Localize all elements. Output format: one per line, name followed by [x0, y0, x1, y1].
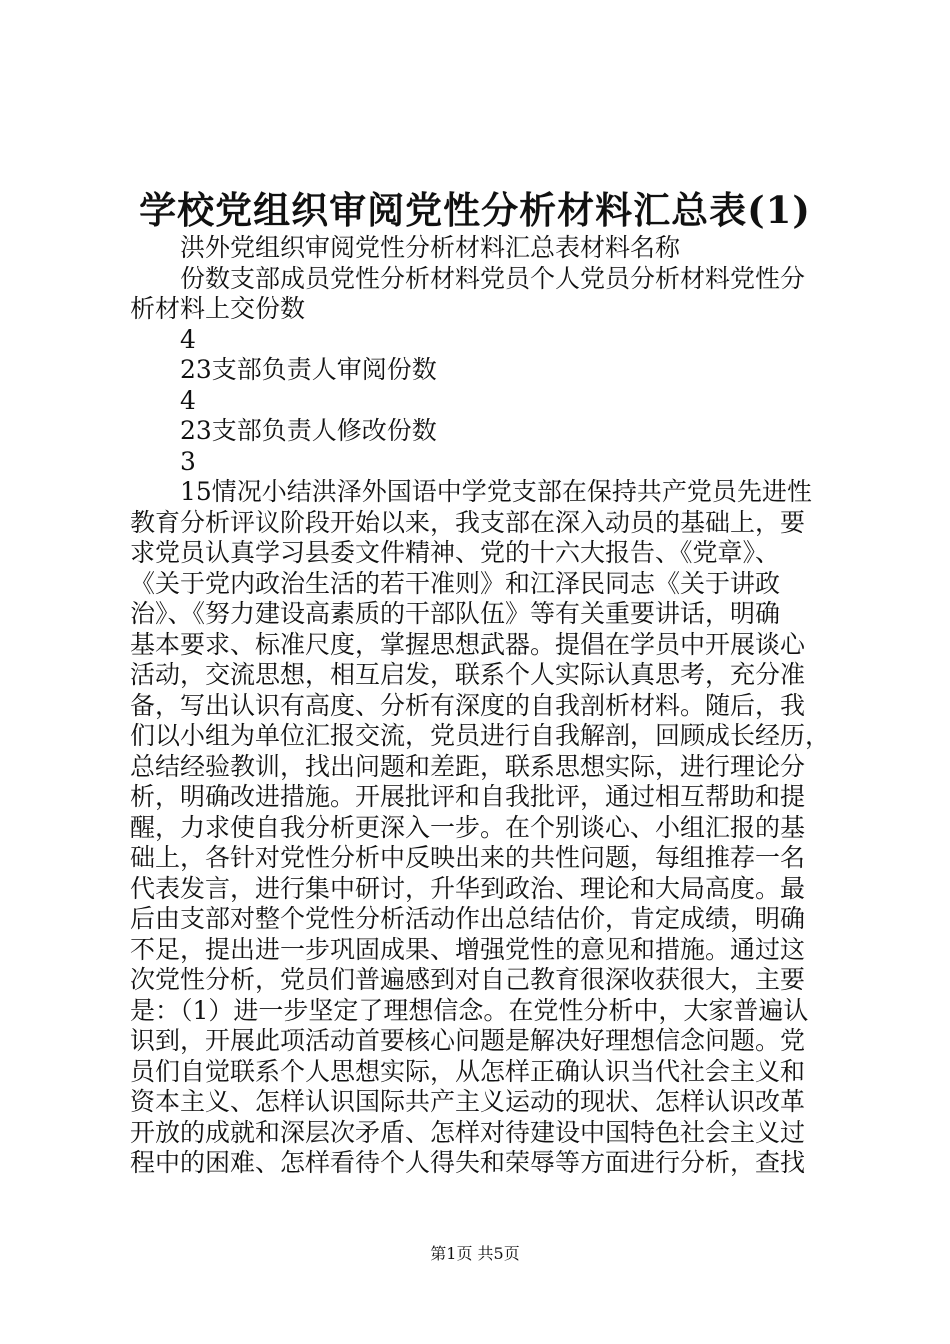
body-line: 4 — [180, 324, 196, 354]
document-title: 学校党组织审阅党性分析材料汇总表(1) — [139, 188, 811, 232]
body-line: 《关于党内政治生活的若干准则》和江泽民同志《关于讲政 — [130, 568, 781, 598]
body-line: 员们自觉联系个人思想实际，从怎样正确认识当代社会主义和 — [130, 1056, 806, 1086]
body-line: 们以小组为单位汇报交流，党员进行自我解剖，回顾成长经历， — [130, 721, 831, 750]
body-line: 23支部负责人修改份数 — [180, 416, 437, 445]
body-line: 不足，提出进一步巩固成果、增强党性的意见和措施。通过这 — [130, 934, 806, 964]
body-line: 求党员认真学习县委文件精神、党的十六大报告、《党章》、 — [130, 538, 781, 567]
body-line: 析材料上交份数 — [130, 294, 306, 323]
body-line: 基本要求、标准尺度，掌握思想武器。提倡在学员中开展谈心 — [130, 629, 806, 659]
body-line: 析，明确改进措施。开展批评和自我批评，通过相互帮助和提 — [130, 782, 806, 811]
page-footer: 第1页 共5页 — [430, 1244, 520, 1263]
body-line: 开放的成就和深层次矛盾、怎样对待建设中国特色社会主义过 — [130, 1117, 806, 1147]
body-line: 程中的困难、怎样看待个人得失和荣辱等方面进行分析，查找 — [130, 1148, 806, 1177]
body-line: 资本主义、怎样认识国际共产主义运动的现状、怎样认识改革 — [130, 1087, 806, 1116]
body-line: 治》、《努力建设高素质的干部队伍》等有关重要讲话，明确 — [130, 599, 781, 628]
body-line: 活动，交流思想，相互启发，联系个人实际认真思考，充分准 — [130, 660, 806, 689]
body-line: 4 — [180, 385, 196, 415]
body-line: 15情况小结洪泽外国语中学党支部在保持共产党员先进性 — [180, 477, 812, 506]
body-line: 总结经验教训，找出问题和差距，联系思想实际，进行理论分 — [130, 751, 806, 781]
body-line: 础上，各针对党性分析中反映出来的共性问题，每组推荐一名 — [130, 843, 806, 872]
body-line: 备，写出认识有高度、分析有深度的自我剖析材料。随后，我 — [130, 690, 806, 720]
body-line: 教育分析评议阶段开始以来，我支部在深入动员的基础上，要 — [130, 507, 806, 537]
document-body — [130, 233, 830, 1179]
body-line: 识到，开展此项活动首要核心问题是解决好理想信念问题。党 — [130, 1026, 806, 1055]
body-line: 是：（1）进一步坚定了理想信念。在党性分析中，大家普遍认 — [130, 995, 809, 1025]
body-line: 洪外党组织审阅党性分析材料汇总表材料名称 — [180, 233, 681, 262]
body-line: 代表发言，进行集中研讨，升华到政治、理论和大局高度。最 — [130, 873, 806, 903]
body-line: 次党性分析，党员们普遍感到对自己教育很深收获很大，主要 — [130, 965, 806, 994]
body-line: 23支部负责人审阅份数 — [180, 355, 437, 384]
body-line: 3 — [180, 446, 196, 476]
body-line: 份数支部成员党性分析材料党员个人党员分析材料党性分 — [180, 263, 806, 293]
body-line: 后由支部对整个党性分析活动作出总结估价，肯定成绩，明确 — [130, 904, 806, 933]
body-line: 醒，力求使自我分析更深入一步。在个别谈心、小组汇报的基 — [130, 812, 806, 842]
